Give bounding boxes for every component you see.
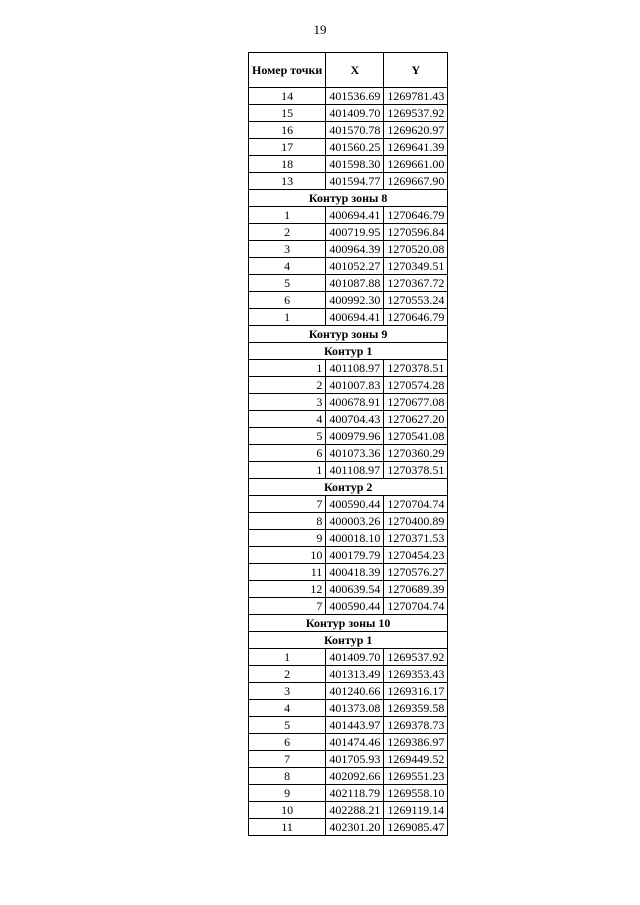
section-row [249,632,448,649]
y-coordinate-cell: 1269353.43 [384,666,448,683]
table-row [249,751,448,768]
y-coordinate-cell: 1269378.73 [384,717,448,734]
point-number-cell: 3 [249,394,326,411]
x-coordinate-cell: 400018.10 [326,530,384,547]
y-coordinate-cell: 1270349.51 [384,258,448,275]
point-number-cell: 16 [249,122,326,139]
table-row [249,275,448,292]
table-row [249,785,448,802]
table-row [249,428,448,445]
section-title: Контур зоны 10 [249,615,448,632]
x-coordinate-cell: 401560.25 [326,139,384,156]
x-coordinate-cell: 400694.41 [326,207,384,224]
point-number-cell: 9 [249,530,326,547]
table-row [249,734,448,751]
point-number-cell: 10 [249,547,326,564]
table-row [249,445,448,462]
x-coordinate-cell: 401313.49 [326,666,384,683]
point-number-cell: 10 [249,802,326,819]
point-number-cell: 15 [249,105,326,122]
x-coordinate-cell: 401052.27 [326,258,384,275]
point-number-cell: 17 [249,139,326,156]
point-number-cell: 7 [249,598,326,615]
point-number-cell: 3 [249,241,326,258]
x-coordinate-cell: 401570.78 [326,122,384,139]
y-coordinate-cell: 1269386.97 [384,734,448,751]
x-coordinate-cell: 402092.66 [326,768,384,785]
section-title: Контур зоны 8 [249,190,448,207]
x-coordinate-cell: 401536.69 [326,88,384,105]
table-row [249,649,448,666]
point-number-cell: 5 [249,428,326,445]
x-coordinate-cell: 400179.79 [326,547,384,564]
table-row [249,462,448,479]
table-row [249,666,448,683]
x-coordinate-cell: 400704.43 [326,411,384,428]
point-number-cell: 4 [249,258,326,275]
y-coordinate-cell: 1269551.23 [384,768,448,785]
y-coordinate-cell: 1270646.79 [384,309,448,326]
x-coordinate-cell: 400003.26 [326,513,384,530]
x-coordinate-cell: 400418.39 [326,564,384,581]
y-coordinate-cell: 1270646.79 [384,207,448,224]
y-coordinate-cell: 1270677.08 [384,394,448,411]
point-number-cell: 5 [249,717,326,734]
point-number-cell: 1 [249,649,326,666]
y-coordinate-cell: 1270689.39 [384,581,448,598]
point-number-cell: 1 [249,309,326,326]
section-title: Контур 1 [249,343,448,360]
table-row [249,360,448,377]
y-coordinate-cell: 1269119.14 [384,802,448,819]
point-number-cell: 2 [249,377,326,394]
table-row [249,207,448,224]
y-coordinate-cell: 1270704.74 [384,598,448,615]
table-row [249,309,448,326]
section-row [249,479,448,496]
table-row [249,700,448,717]
x-coordinate-cell: 401073.36 [326,445,384,462]
table-row [249,258,448,275]
y-coordinate-cell: 1270553.24 [384,292,448,309]
x-coordinate-cell: 400992.30 [326,292,384,309]
section-row [249,615,448,632]
table-row [249,122,448,139]
x-coordinate-cell: 401409.70 [326,649,384,666]
point-number-cell: 2 [249,666,326,683]
table-row [249,156,448,173]
y-coordinate-cell: 1270541.08 [384,428,448,445]
x-coordinate-cell: 401409.70 [326,105,384,122]
y-coordinate-cell: 1270574.28 [384,377,448,394]
point-number-cell: 4 [249,700,326,717]
point-number-cell: 12 [249,581,326,598]
y-coordinate-cell: 1269537.92 [384,649,448,666]
table-row [249,394,448,411]
y-coordinate-cell: 1269558.10 [384,785,448,802]
y-coordinate-cell: 1269781.43 [384,88,448,105]
x-coordinate-cell: 400694.41 [326,309,384,326]
table-row [249,139,448,156]
table-row [249,598,448,615]
x-coordinate-cell: 401108.97 [326,360,384,377]
table-row [249,717,448,734]
point-number-cell: 18 [249,156,326,173]
x-coordinate-cell: 401443.97 [326,717,384,734]
table-body [249,88,448,836]
point-number-cell: 5 [249,275,326,292]
y-coordinate-cell: 1270371.53 [384,530,448,547]
section-title: Контур 2 [249,479,448,496]
point-number-cell: 2 [249,224,326,241]
y-coordinate-cell: 1270400.89 [384,513,448,530]
table-row [249,224,448,241]
x-coordinate-cell: 400979.96 [326,428,384,445]
y-coordinate-cell: 1269641.39 [384,139,448,156]
page-number: 19 [313,22,327,37]
table-row [249,513,448,530]
table-header-row [249,53,448,88]
x-coordinate-cell: 400719.95 [326,224,384,241]
table-row [249,768,448,785]
y-coordinate-cell: 1270454.23 [384,547,448,564]
x-coordinate-cell: 400590.44 [326,496,384,513]
y-coordinate-cell: 1269316.17 [384,683,448,700]
y-coordinate-cell: 1270596.84 [384,224,448,241]
point-number-cell: 4 [249,411,326,428]
x-coordinate-cell: 401087.88 [326,275,384,292]
section-title: Контур зоны 9 [249,326,448,343]
x-coordinate-cell: 401007.83 [326,377,384,394]
x-coordinate-cell: 401598.30 [326,156,384,173]
header-point-number: Номер точки [249,53,326,88]
point-number-cell: 7 [249,496,326,513]
x-coordinate-cell: 400678.91 [326,394,384,411]
table-row [249,802,448,819]
section-row [249,326,448,343]
x-coordinate-cell: 401240.66 [326,683,384,700]
section-title: Контур 1 [249,632,448,649]
x-coordinate-cell: 401373.08 [326,700,384,717]
header-x: X [326,53,384,88]
x-coordinate-cell: 400639.54 [326,581,384,598]
point-number-cell: 14 [249,88,326,105]
table-row [249,581,448,598]
point-number-cell: 9 [249,785,326,802]
table-row [249,547,448,564]
y-coordinate-cell: 1270360.29 [384,445,448,462]
x-coordinate-cell: 401108.97 [326,462,384,479]
point-number-cell: 3 [249,683,326,700]
point-number-cell: 6 [249,292,326,309]
header-y: Y [384,53,448,88]
table-row [249,105,448,122]
point-number-cell: 1 [249,207,326,224]
y-coordinate-cell: 1270367.72 [384,275,448,292]
y-coordinate-cell: 1269359.58 [384,700,448,717]
table-row [249,819,448,836]
point-number-cell: 13 [249,173,326,190]
x-coordinate-cell: 401705.93 [326,751,384,768]
x-coordinate-cell: 402301.20 [326,819,384,836]
x-coordinate-cell: 400964.39 [326,241,384,258]
point-number-cell: 8 [249,768,326,785]
table-row [249,496,448,513]
y-coordinate-cell: 1269537.92 [384,105,448,122]
section-row [249,343,448,360]
table-row [249,564,448,581]
point-number-cell: 7 [249,751,326,768]
y-coordinate-cell: 1269449.52 [384,751,448,768]
point-number-cell: 1 [249,360,326,377]
point-number-cell: 6 [249,445,326,462]
y-coordinate-cell: 1270576.27 [384,564,448,581]
y-coordinate-cell: 1270704.74 [384,496,448,513]
section-row [249,190,448,207]
x-coordinate-cell: 402118.79 [326,785,384,802]
x-coordinate-cell: 401474.46 [326,734,384,751]
table-row [249,377,448,394]
y-coordinate-cell: 1269085.47 [384,819,448,836]
x-coordinate-cell: 401594.77 [326,173,384,190]
point-number-cell: 1 [249,462,326,479]
x-coordinate-cell: 400590.44 [326,598,384,615]
table-row [249,530,448,547]
x-coordinate-cell: 402288.21 [326,802,384,819]
y-coordinate-cell: 1270378.51 [384,360,448,377]
y-coordinate-cell: 1269667.90 [384,173,448,190]
y-coordinate-cell: 1270627.20 [384,411,448,428]
table-row [249,411,448,428]
y-coordinate-cell: 1269620.97 [384,122,448,139]
y-coordinate-cell: 1270520.08 [384,241,448,258]
point-number-cell: 6 [249,734,326,751]
y-coordinate-cell: 1269661.00 [384,156,448,173]
coordinates-table [248,52,448,836]
table-row [249,173,448,190]
y-coordinate-cell: 1270378.51 [384,462,448,479]
point-number-cell: 8 [249,513,326,530]
point-number-cell: 11 [249,819,326,836]
point-number-cell: 11 [249,564,326,581]
table-row [249,88,448,105]
table-row [249,292,448,309]
table-row [249,241,448,258]
table-row [249,683,448,700]
